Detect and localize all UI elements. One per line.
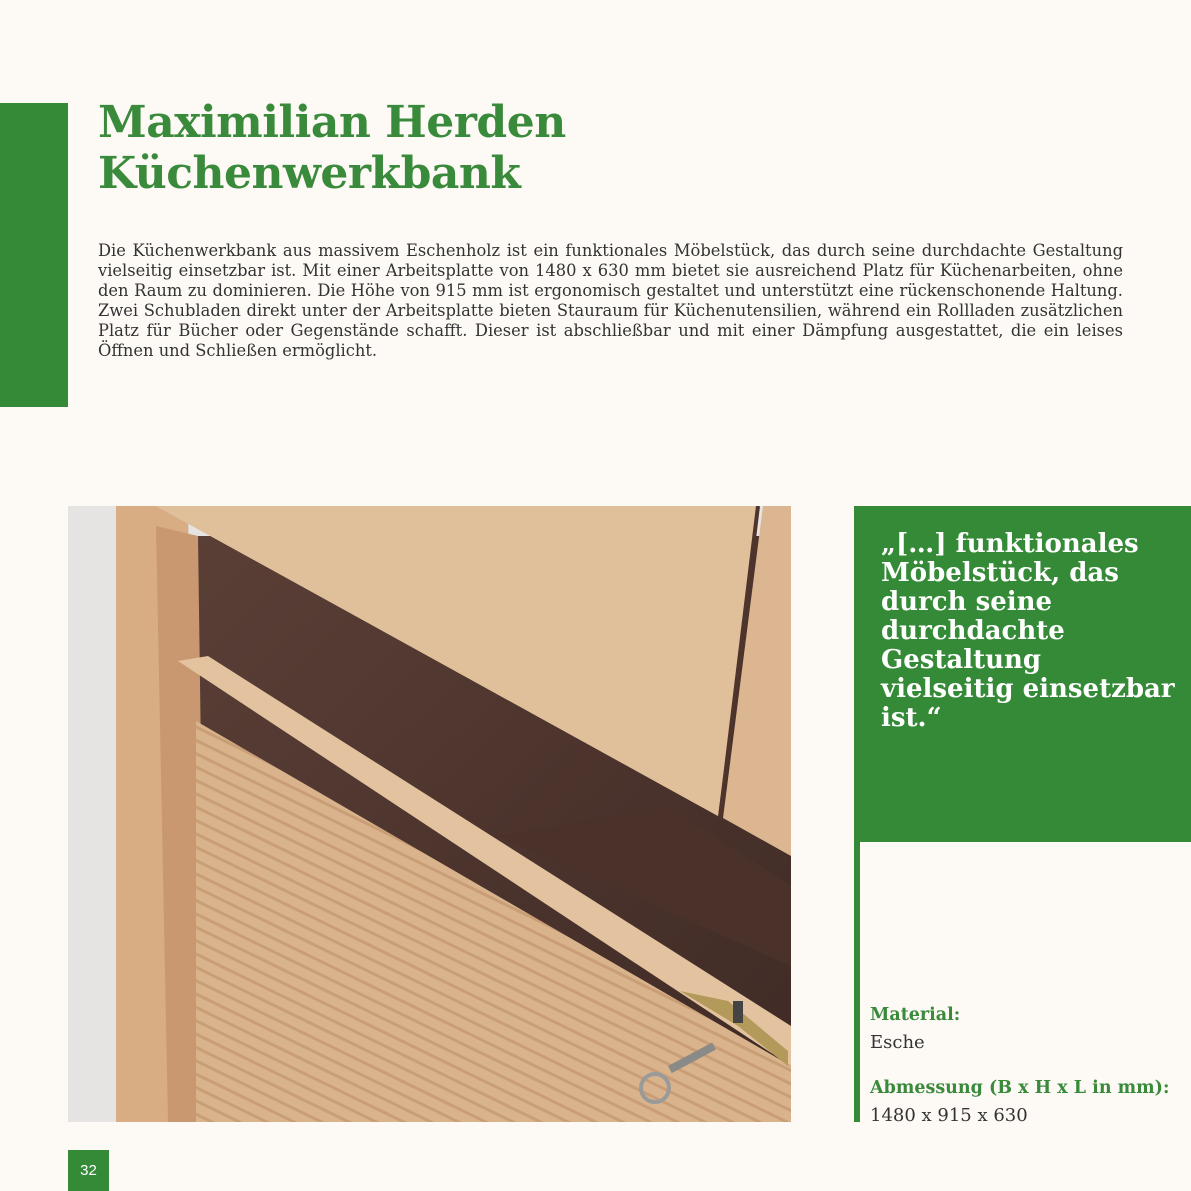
accent-bar-left bbox=[0, 103, 68, 407]
page-subtitle: Küchenwerkbank bbox=[98, 148, 521, 199]
product-photo bbox=[68, 506, 791, 1122]
page-number: 32 bbox=[68, 1150, 109, 1191]
material-label: Material: bbox=[870, 1005, 961, 1025]
dimension-label: Abmessung (B x H x L in mm): bbox=[870, 1078, 1170, 1098]
pull-quote: „[…] funktionales Möbelstück, das durch seine durchdachte Gestaltung vielseitig einsetzbar ist.“ bbox=[881, 529, 1175, 733]
page-title: Maximilian Herden bbox=[98, 97, 566, 148]
accent-line-right bbox=[854, 842, 860, 1122]
material-value: Esche bbox=[870, 1032, 925, 1053]
description-paragraph: Die Küchenwerkbank aus massivem Eschenholz ist ein funktionales Möbelstück, das durch seine durchdachte Gestaltung vielseitig einsetzbar ist. Mit einer Arbeitsplatte von 1480 x 630 mm bietet sie ausreichend Platz für Küchenarbeiten, ohne den Raum zu dominieren. Die Höhe von 915 mm ist ergonomisch gestaltet und unterstützt eine rückenschonende Haltung. Zwei Schubladen direkt unter der Arbeitsplatte bieten Stauraum für Küchenutensilien, während ein Rollladen zusätzlichen Platz für Bücher oder Gegenstände schafft. Dieser ist abschließbar und mit einer Dämpfung ausgestattet, die ein leises Öffnen und Schließen ermöglicht. bbox=[98, 241, 1123, 360]
dimension-value: 1480 x 915 x 630 bbox=[870, 1105, 1028, 1126]
